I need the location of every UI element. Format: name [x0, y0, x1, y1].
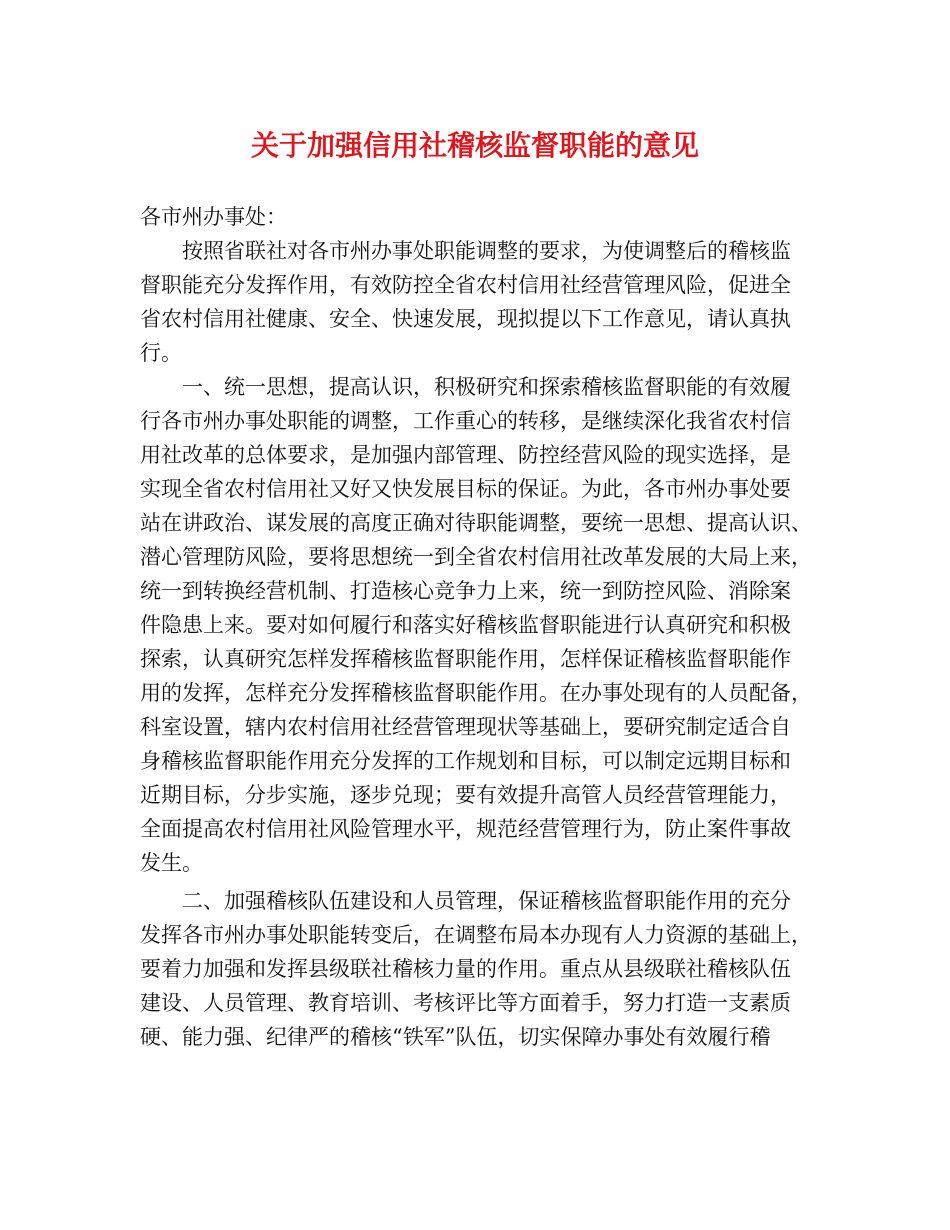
paragraph-line: 行各市州办事处职能的调整，工作重心的转移，是继续深化我省农村信 [140, 409, 791, 433]
paragraph-line: 建设、人员管理、教育培训、考核评比等方面着手，努力打造一支素质 [140, 991, 791, 1015]
paragraph-line: 用社改革的总体要求，是加强内部管理、防控经营风险的现实选择，是 [140, 443, 791, 467]
paragraph-line: 近期目标，分步实施，逐步兑现；要有效提升高管人员经营管理能力， [140, 783, 791, 807]
paragraph-line: 发挥各市州办事处职能转变后，在调整布局本办现有人力资源的基础上， [140, 923, 812, 947]
paragraph-line: 探索，认真研究怎样发挥稽核监督职能作用，怎样保证稽核监督职能作 [140, 647, 791, 671]
paragraph-line: 用的发挥，怎样充分发挥稽核监督职能作用。在办事处现有的人员配备， [140, 681, 812, 705]
paragraph-line: 二、加强稽核队伍建设和人员管理，保证稽核监督职能作用的充分 [182, 889, 791, 913]
paragraph-line: 督职能充分发挥作用，有效防控全省农村信用社经营管理风险，促进全 [140, 273, 791, 297]
salutation: 各市州办事处： [140, 205, 287, 229]
paragraph-line: 硬、能力强、纪律严的稽核“铁军”队伍，切实保障办事处有效履行稽 [140, 1025, 771, 1049]
paragraph-intro [140, 234, 820, 370]
paragraph-line: 全面提高农村信用社风险管理水平，规范经营管理行为，防止案件事故 [140, 817, 791, 841]
paragraph-line: 实现全省农村信用社又好又快发展目标的保证。为此，各市州办事处要 [140, 477, 791, 501]
paragraph-section-1 [140, 370, 820, 880]
document-body [140, 200, 820, 1054]
paragraph-line: 省农村信用社健康、安全、快速发展，现拟提以下工作意见，请认真执 [140, 307, 791, 331]
paragraph-line: 要着力加强和发挥县级联社稽核力量的作用。重点从县级联社稽核队伍 [140, 957, 791, 981]
paragraph-line: 件隐患上来。要对如何履行和落实好稽核监督职能进行认真研究和积极 [140, 613, 791, 637]
document-title: 关于加强信用社稽核监督职能的意见 [250, 129, 699, 162]
paragraph-line: 站在讲政治、谋发展的高度正确对待职能调整，要统一思想、提高认识、 [140, 511, 812, 535]
paragraph-line: 统一到转换经营机制、打造核心竞争力上来，统一到防控风险、消除案 [140, 579, 791, 603]
paragraph-line: 按照省联社对各市州办事处职能调整的要求，为使调整后的稽核监 [182, 239, 791, 263]
paragraph-line: 身稽核监督职能作用充分发挥的工作规划和目标，可以制定远期目标和 [140, 749, 791, 773]
paragraph-line: 发生。 [140, 851, 203, 875]
paragraph-line: 行。 [140, 341, 182, 365]
paragraph-section-2 [140, 884, 820, 1054]
paragraph-line: 科室设置，辖内农村信用社经营管理现状等基础上，要研究制定适合自 [140, 715, 791, 739]
paragraph-line: 一、统一思想，提高认识，积极研究和探索稽核监督职能的有效履 [182, 375, 791, 399]
paragraph-line: 潜心管理防风险，要将思想统一到全省农村信用社改革发展的大局上来， [140, 545, 812, 569]
